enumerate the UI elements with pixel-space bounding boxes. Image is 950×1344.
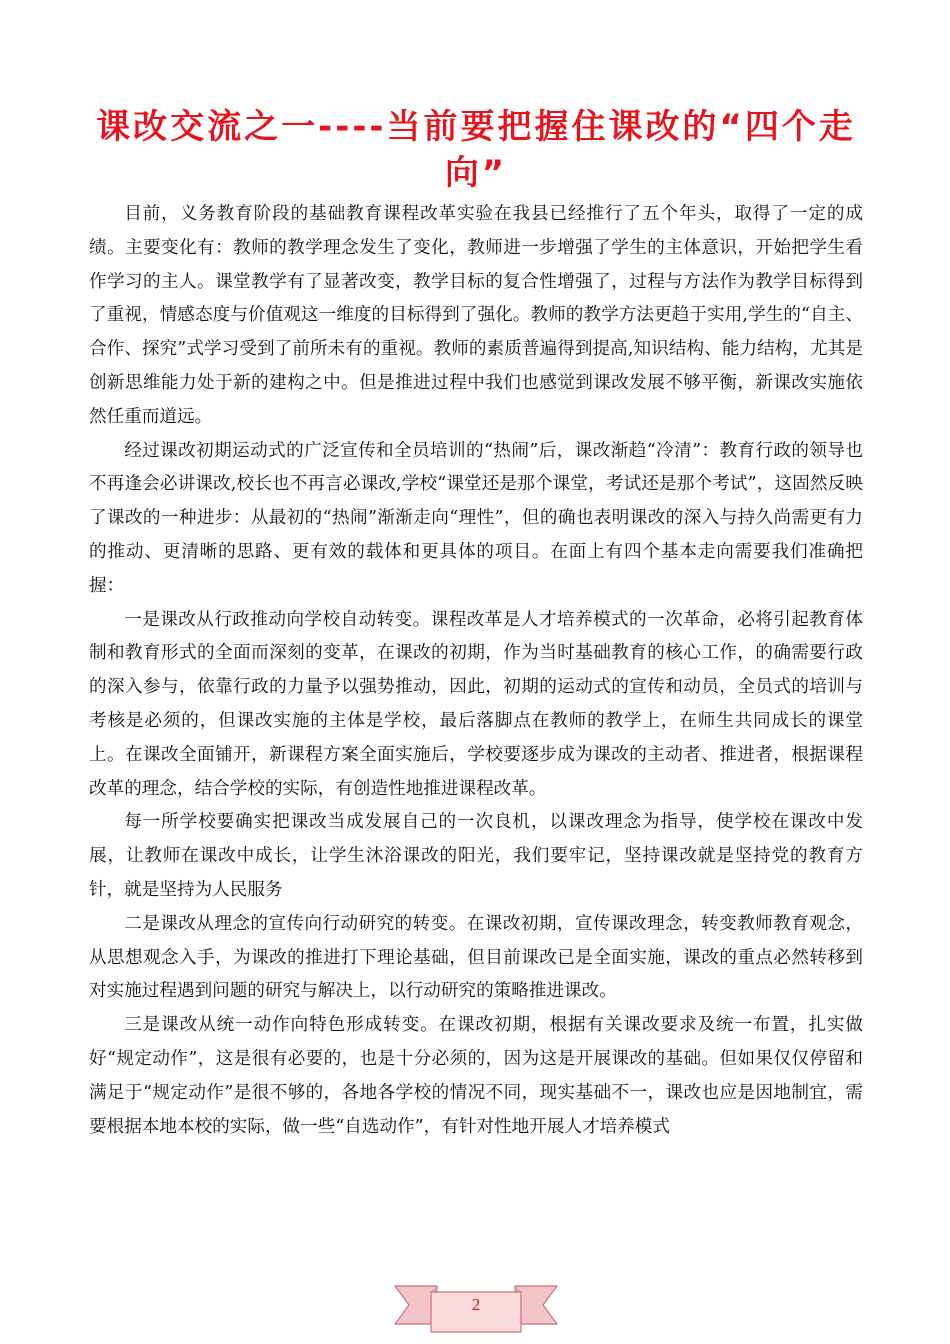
document-title: 课改交流之一----当前要把握住课改的“四个走向” (96, 107, 856, 193)
paragraph: 一是课改从行政推动向学校自动转变。课程改革是人才培养模式的一次革命，必将引起教育体制和教育形式的全面而深刻的变革，在课改的初期，作为当时基础教育的核心工作，的确需要行政的深入参与，依靠行政的力量予以强势推动，因此，初期的运动式的宣传和动员，全员式的培训与考核是必须的，但课改实施的主体是学校，最后落脚点在教师的教学上，在师生共同成长的课堂上。在课改全面铺开，新课程方案全面实施后，学校要逐步成为课改的主动者、推进者，根据课程改革的理念，结合学校的实际，有创造性地推进课程改革。 (89, 609, 863, 799)
paragraph: 每一所学校要确实把课改当成发展自己的一次良机，以课改理念为指导，使学校在课改中发展，让教师在课改中成长，让学生沐浴课改的阳光，我们要牢记，坚持课改就是坚持党的教育方针，就是坚持为人民服务 (89, 812, 863, 900)
paragraph: 目前，义务教育阶段的基础教育课程改革实验在我县已经推行了五个年头，取得了一定的成绩。主要变化有：教师的教学理念发生了变化，教师进一步增强了学生的主体意识，开始把学生看作学习的主人。课堂教学有了显著改变，教学目标的复合性增强了，过程与方法作为教学目标得到了重视，情感态度与价值观这一维度的目标得到了强化。教师的教学方法更趋于实用,学生的“自主、合作、探究”式学习受到了前所未有的重视。教师的素质普遍得到提高,知识结构、能力结构，尤其是创新思维能力处于新的建构之中。但是推进过程中我们也感觉到课改发展不够平衡，新课改实施依然任重而道远。 (89, 204, 863, 427)
page-number-ribbon (391, 1280, 561, 1344)
page-number: 2 (471, 1295, 481, 1314)
document-body (89, 198, 863, 1144)
paragraph: 二是课改从理念的宣传向行动研究的转变。在课改初期，宣传课改理念，转变教师教育观念，从思想观念入手，为课改的推进打下理论基础，但目前课改已是全面实施，课改的重点必然转移到对实施过程遇到问题的研究与解决上，以行动研究的策略推进课改。 (89, 913, 863, 1002)
paragraph: 三是课改从统一动作向特色形成转变。在课改初期，根据有关课改要求及统一布置，扎实做好“规定动作”，这是很有必要的，也是十分必须的，因为这是开展课改的基础。但如果仅仅停留和满足于“规定动作”是很不够的，各地各学校的情况不同，现实基础不一，课改也应是因地制宜，需要根据本地本校的实际，做一些“自选动作”，有针对性地开展人才培养模式 (89, 1015, 863, 1137)
paragraph: 经过课改初期运动式的广泛宣传和全员培训的“热闹”后，课改渐趋“冷清”：教育行政的领导也不再逢会必讲课改,校长也不再言必课改,学校“课堂还是那个课堂，考试还是那个考试”，这固然反映了课改的一种进步：从最初的“热闹”渐渐走向“理性”，但的确也表明课改的深入与持久尚需更有力的推动、更清晰的思路、更有效的载体和更具体的项目。在面上有四个基本走向需要我们准确把握： (89, 440, 863, 596)
